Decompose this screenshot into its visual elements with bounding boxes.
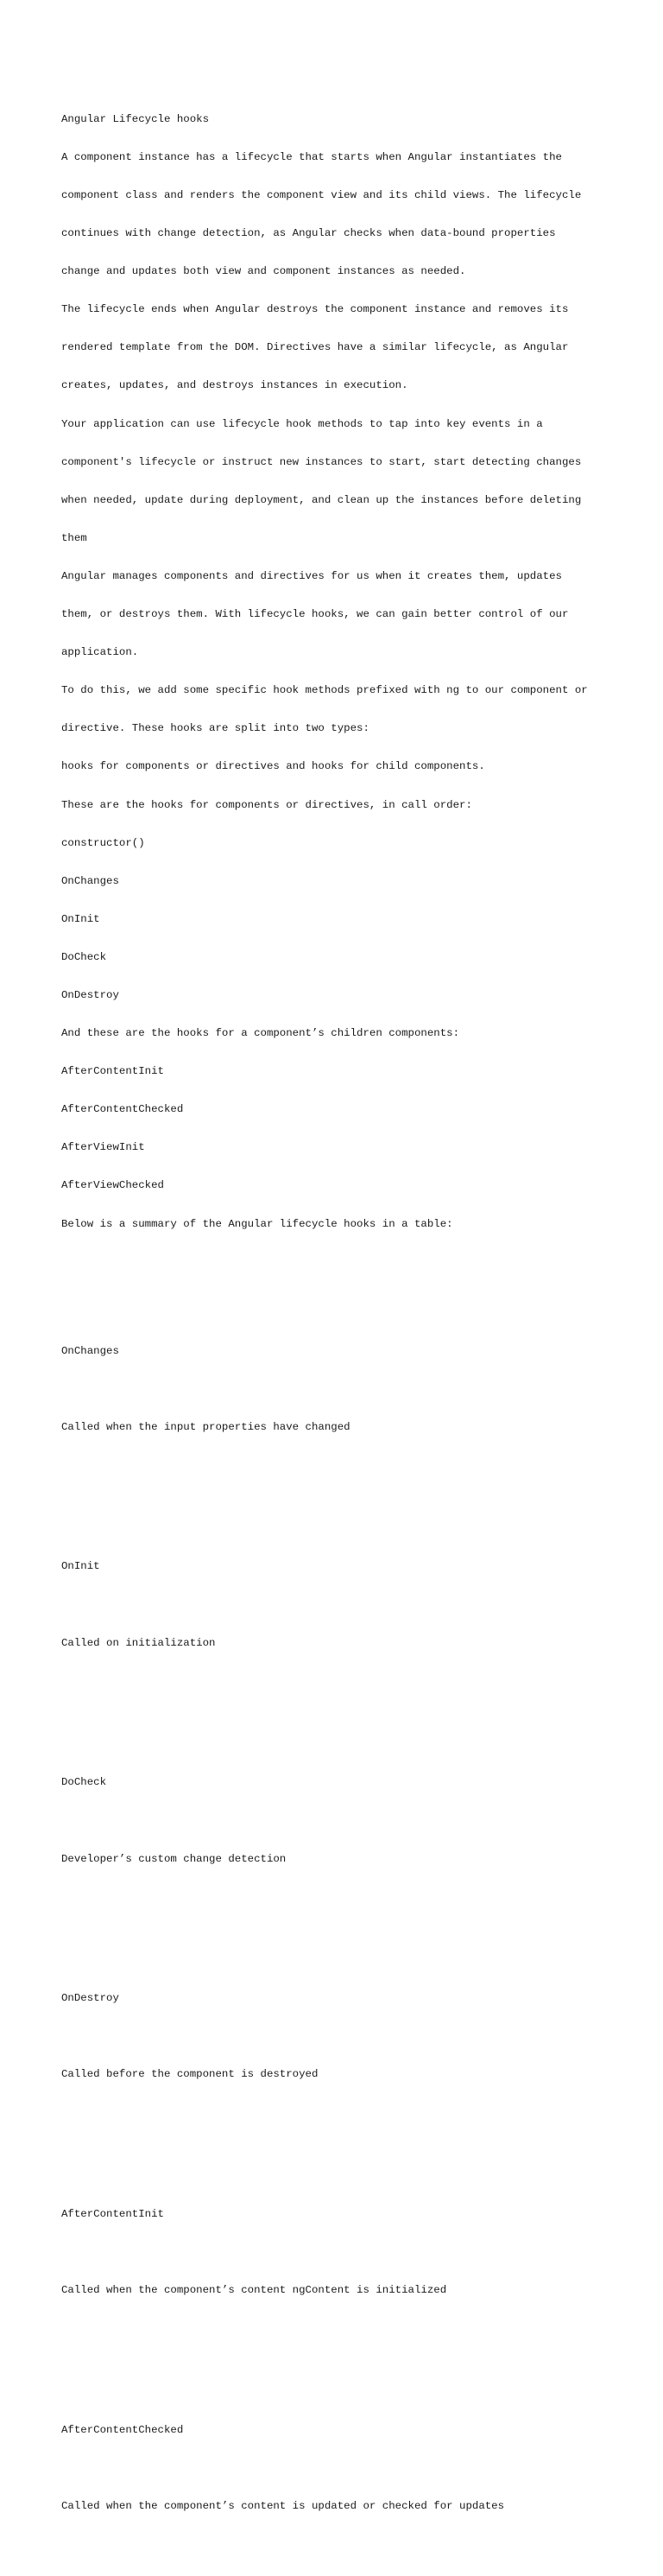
table-row	[61, 1535, 648, 1725]
hooks-summary-table	[61, 1294, 648, 2564]
text-line: These are the hooks for components or directives, in call order:	[61, 798, 472, 811]
text-line: A component instance has a lifecycle that starts when Angular instantiates the	[61, 150, 562, 163]
hook-name-cell: DoCheck	[61, 1776, 107, 1789]
hook-name-cell: OnInit	[61, 1560, 100, 1573]
hook-list-item: OnDestroy	[61, 988, 119, 1001]
hook-list-item: AfterViewInit	[61, 1141, 145, 1154]
hook-list-item: DoCheck	[61, 950, 107, 963]
text-line: Angular manages components and directives for us when it creates them, updates	[61, 569, 562, 582]
text-line: The lifecycle ends when Angular destroys the component instance and removes its	[61, 303, 569, 316]
hook-list-item: AfterViewChecked	[61, 1179, 164, 1192]
text-line: Your application can use lifecycle hook methods to tap into key events in a	[61, 417, 543, 430]
table-row	[61, 2399, 648, 2539]
table-row	[61, 1751, 648, 1941]
hook-description-cell: Called when the component’s content ngContent is initialized	[61, 2284, 447, 2297]
text-line: component class and renders the component view and its child views. The lifecycle	[61, 189, 582, 201]
hook-description-cell: Called before the component is destroyed	[61, 2068, 319, 2081]
hook-description-cell: Called when the input properties have changed	[61, 1420, 350, 1433]
hook-description-cell: Called on initialization	[61, 1636, 216, 1649]
table-row	[61, 1319, 648, 1509]
text-line: when needed, update during deployment, and clean up the instances before deleting	[61, 493, 582, 506]
hook-description-cell: Developer’s custom change detection	[61, 1852, 287, 1865]
text-line: creates, updates, and destroys instances in execution.	[61, 379, 408, 392]
text-line: Below is a summary of the Angular lifecycle hooks in a table:	[61, 1217, 453, 1230]
hook-description-cell: Called when the component’s content is updated or checked for updates	[61, 2500, 505, 2513]
hook-list-item: AfterContentChecked	[61, 1103, 184, 1116]
hook-name-cell: AfterContentChecked	[61, 2424, 184, 2436]
intro-text	[61, 87, 648, 1255]
text-line: To do this, we add some specific hook methods prefixed with ng to our component or	[61, 684, 588, 697]
text-line: rendered template from the DOM. Directives have a similar lifecycle, as Angular	[61, 341, 569, 354]
text-line: directive. These hooks are split into two types:	[61, 722, 369, 735]
hook-list-item: OnInit	[61, 912, 100, 925]
text-line: continues with change detection, as Angular checks when data-bound properties	[61, 227, 556, 240]
text-line: them	[61, 531, 87, 544]
text-line: change and updates both view and component instances as needed.	[61, 265, 466, 278]
table-row	[61, 1967, 648, 2157]
text-line: hooks for components or directives and hooks for child components.	[61, 760, 485, 773]
hook-name-cell: OnDestroy	[61, 1992, 119, 2005]
hook-list-item: OnChanges	[61, 874, 119, 887]
document-page	[61, 62, 648, 2576]
text-line: And these are the hooks for a component’s children components:	[61, 1027, 460, 1040]
hook-name-cell: AfterContentInit	[61, 2208, 164, 2221]
text-line: application.	[61, 646, 139, 659]
hook-name-cell: OnChanges	[61, 1344, 119, 1357]
document-title: Angular Lifecycle hooks	[61, 112, 210, 125]
hook-list-item: AfterContentInit	[61, 1065, 164, 1078]
table-row	[61, 2183, 648, 2373]
hook-list-item: constructor()	[61, 836, 145, 849]
text-line: them, or destroys them. With lifecycle hooks, we can gain better control of our	[61, 608, 569, 621]
text-line: component's lifecycle or instruct new instances to start, start detecting changes	[61, 455, 582, 468]
